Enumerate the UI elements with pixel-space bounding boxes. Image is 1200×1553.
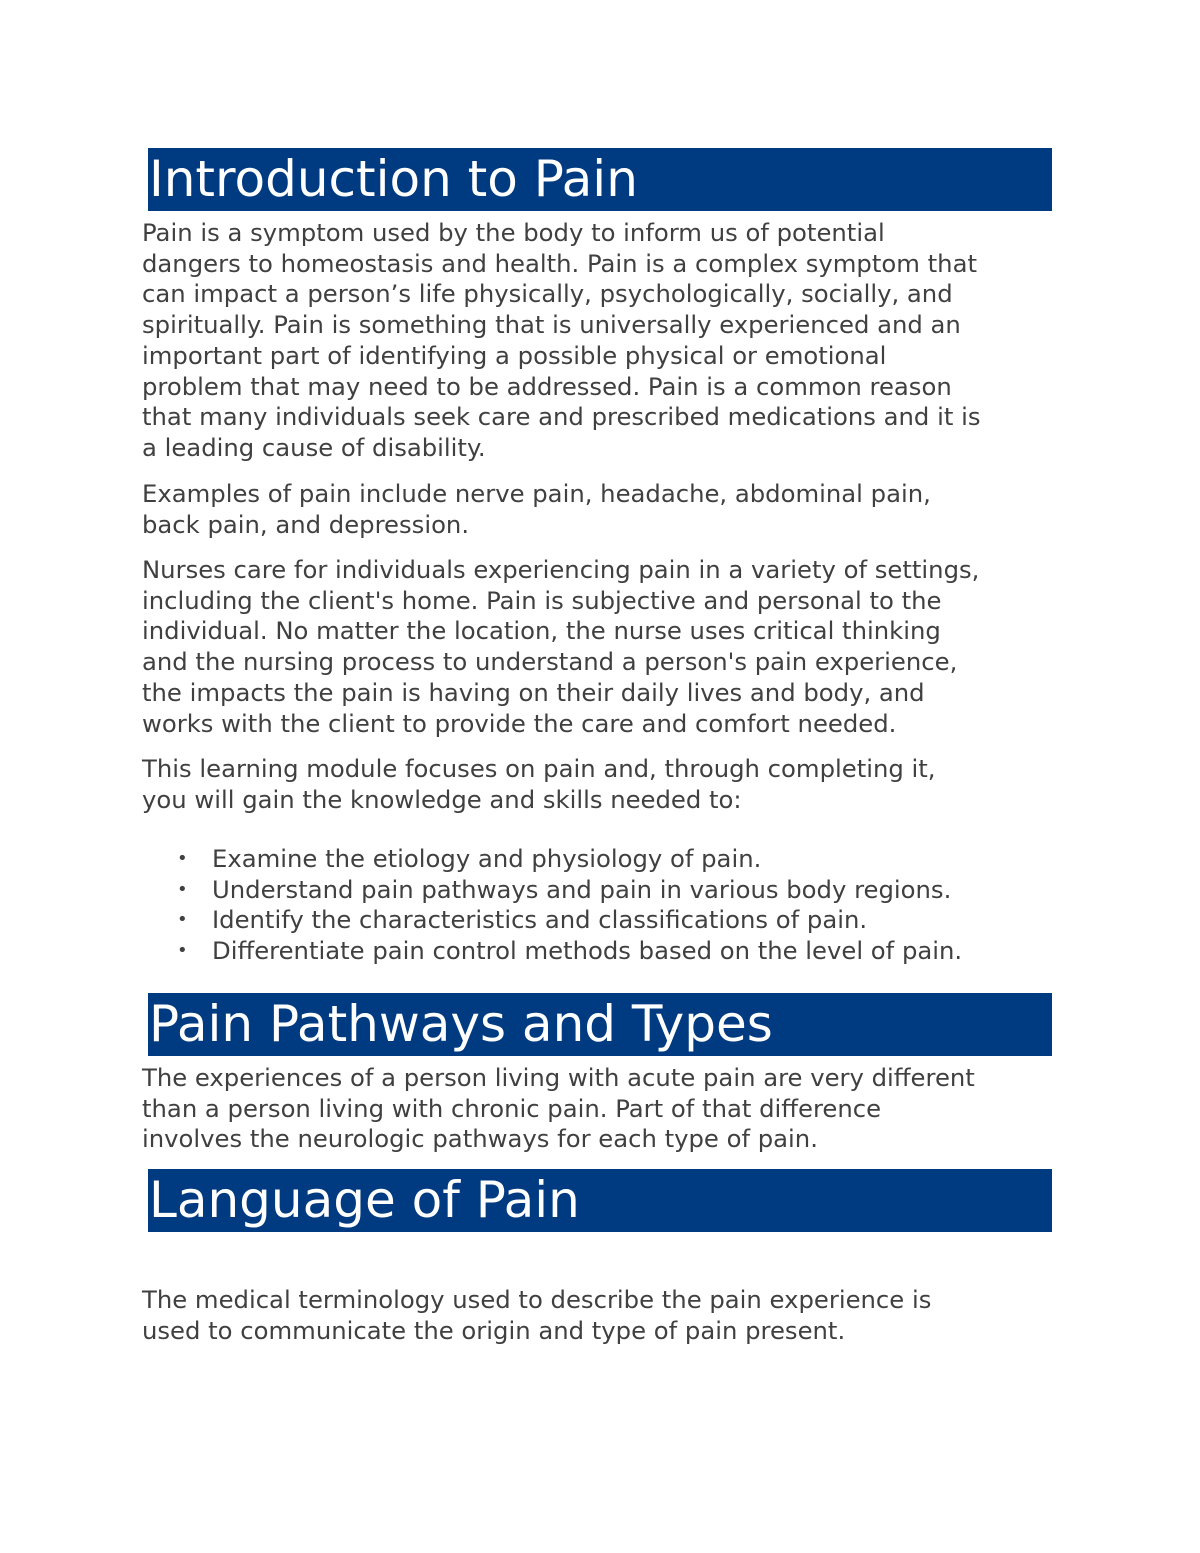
- objectives-list: [142, 844, 1072, 966]
- list-item-text: Differentiate pain control methods based on the level of pain.: [212, 935, 963, 965]
- intro-paragraph-4: This learning module focuses on pain and, through completing it, you will gain the knowledge and skills needed to:: [142, 754, 936, 814]
- section-heading-language: Language of Pain: [148, 1169, 1052, 1232]
- language-paragraph: The medical terminology used to describe the pain experience is used to communicate the origin and type of pain present.: [142, 1285, 932, 1345]
- intro-paragraph-3: Nurses care for individuals experiencing pain in a variety of settings, including the client's home. Pain is subjective and personal to the individual. No matter the location, the nurse uses critical thinking and the nursing process to understand a person's pain experience, the impacts the pain is having on their daily lives and body, and works with the client to provide the care and comfort needed.: [142, 555, 980, 738]
- list-item-text: Examine the etiology and physiology of pain.: [212, 844, 762, 873]
- list-item: [142, 936, 1072, 967]
- list-item: [142, 844, 1072, 875]
- bullet-icon: •: [177, 909, 188, 930]
- bullet-icon: •: [177, 939, 188, 961]
- list-item: [142, 905, 1072, 936]
- list-item-text: Identify the characteristics and classifications of pain.: [212, 905, 868, 934]
- section-heading-introduction: Introduction to Pain: [148, 148, 1052, 211]
- intro-paragraph-2: Examples of pain include nerve pain, headache, abdominal pain, back pain, and depression.: [142, 479, 931, 539]
- list-item-text: Understand pain pathways and pain in various body regions.: [212, 874, 952, 904]
- pathways-paragraph: The experiences of a person living with acute pain are very different than a person living with chronic pain. Part of that difference involves the neurologic pathways for each type of pain.: [142, 1063, 975, 1154]
- bullet-icon: •: [177, 878, 188, 900]
- list-item: [142, 875, 1072, 906]
- bullet-icon: •: [177, 848, 188, 869]
- section-heading-pathways: Pain Pathways and Types: [148, 993, 1052, 1056]
- intro-paragraph-1: Pain is a symptom used by the body to inform us of potential dangers to homeostasis and health. Pain is a complex symptom that can impact a person’s life physically, psychologically, socially, and spiritually. Pain is something that is universally experienced and an important part of identifying a possible physical or emotional problem that may need to be addressed. Pain is a common reason that many individuals seek care and prescribed medications and it is a leading cause of disability.: [142, 218, 981, 462]
